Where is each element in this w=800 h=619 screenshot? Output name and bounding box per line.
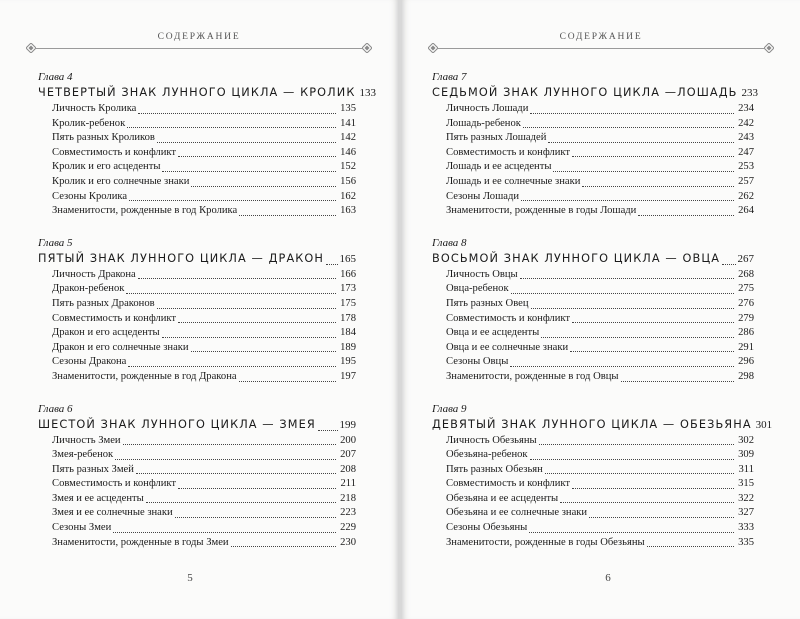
- toc-entry[interactable]: [446, 131, 754, 146]
- dot-leader: [191, 186, 336, 187]
- entry-title: Знаменитости, рожденные в год Овцы: [446, 370, 619, 382]
- chapter-label: Глава 7: [432, 71, 467, 83]
- dot-leader: [157, 142, 336, 143]
- entry-title: Змея и ее асцеденты: [52, 492, 144, 504]
- entry-title: Дракон-ребенок: [52, 283, 125, 295]
- toc-entry[interactable]: [446, 448, 754, 463]
- entry-page: 146: [340, 146, 356, 158]
- toc-entry[interactable]: [446, 521, 754, 536]
- dot-leader: [157, 308, 336, 309]
- toc-entry[interactable]: [52, 117, 356, 132]
- entry-page: 156: [340, 175, 356, 187]
- dot-leader: [589, 517, 734, 518]
- toc-entry[interactable]: [52, 477, 356, 492]
- toc-entry[interactable]: [52, 190, 356, 205]
- entry-page: 327: [738, 507, 754, 519]
- toc-entry[interactable]: [446, 536, 754, 551]
- dot-leader: [511, 293, 734, 294]
- dot-leader: [541, 337, 734, 338]
- entry-title: Пять разных Драконов: [52, 297, 155, 309]
- entry-title: Личность Лошади: [446, 103, 529, 114]
- toc-entry[interactable]: [446, 355, 754, 370]
- entry-page: 175: [340, 297, 356, 309]
- ornament-icon: [428, 43, 438, 53]
- entry-page: 223: [340, 507, 356, 519]
- entry-title: Совместимость и конфликт: [446, 146, 571, 158]
- entry-page: 184: [340, 327, 356, 339]
- toc-entry[interactable]: [52, 160, 356, 175]
- entry-page: 230: [340, 536, 356, 548]
- dot-leader: [572, 156, 734, 157]
- chapter-title: ШЕСТОЙ ЗНАК ЛУННОГО ЦИКЛА — ЗМЕЯ: [38, 417, 316, 431]
- entry-title: Кролик и его солнечные знаки: [52, 175, 190, 187]
- toc-chapter: [432, 402, 773, 551]
- dot-leader: [138, 113, 336, 114]
- toc-entry[interactable]: [446, 463, 754, 478]
- entry-list: [432, 102, 754, 219]
- toc-entry[interactable]: [446, 506, 754, 521]
- entry-page: 275: [738, 283, 754, 295]
- chapter-page: 165: [339, 252, 356, 265]
- dot-leader: [523, 127, 734, 128]
- dot-leader: [126, 293, 336, 294]
- toc-entry[interactable]: [446, 434, 754, 449]
- dot-leader: [162, 337, 336, 338]
- dot-leader: [529, 532, 734, 533]
- entry-page: 234: [738, 103, 754, 114]
- dot-leader: [570, 351, 734, 352]
- ornament-icon: [26, 43, 36, 53]
- entry-page: 279: [738, 312, 754, 324]
- toc-entry[interactable]: [446, 297, 754, 312]
- entry-page: 195: [340, 356, 356, 368]
- dot-leader: [520, 278, 734, 279]
- entry-title: Совместимость и конфликт: [52, 478, 177, 490]
- dot-leader: [178, 156, 336, 157]
- left-page: [0, 0, 398, 619]
- entry-title: Сезоны Кролика: [52, 190, 128, 202]
- toc-entry[interactable]: [446, 268, 754, 283]
- entry-title: Пять разных Змей: [52, 463, 134, 475]
- entry-title: Овца и ее асцеденты: [446, 327, 540, 339]
- entry-page: 315: [738, 478, 754, 490]
- entry-title: Знаменитости, рожденные в год Кролика: [52, 205, 238, 217]
- dot-leader: [162, 171, 336, 172]
- entry-title: Сезоны Обезьяны: [446, 522, 528, 534]
- entry-page: 291: [738, 341, 754, 353]
- toc-entry[interactable]: [446, 190, 754, 205]
- dot-leader: [621, 381, 734, 382]
- toc-chapter: [432, 236, 754, 385]
- dot-leader: [191, 351, 336, 352]
- dot-leader: [239, 215, 336, 216]
- entry-page: 200: [340, 434, 356, 446]
- entry-title: Лошадь и ее асцеденты: [446, 161, 552, 173]
- dot-leader: [128, 366, 336, 367]
- dot-leader: [572, 488, 734, 489]
- toc-entry[interactable]: [52, 326, 356, 341]
- entry-title: Кролик-ребенок: [52, 117, 126, 129]
- chapter-label: Глава 5: [38, 236, 73, 249]
- chapter-title: СЕДЬМОЙ ЗНАК ЛУННОГО ЦИКЛА —ЛОШАДЬ: [432, 86, 738, 99]
- toc-entry[interactable]: [52, 297, 356, 312]
- toc-entry[interactable]: [446, 204, 754, 219]
- dot-leader: [129, 200, 336, 201]
- entry-title: Лошадь-ребенок: [446, 117, 521, 129]
- dot-leader: [539, 444, 734, 445]
- dot-leader: [136, 473, 336, 474]
- entry-title: Пять разных Обезьян: [446, 463, 543, 475]
- chapter-page: 301: [755, 418, 773, 431]
- dot-leader: [146, 502, 336, 503]
- toc-entry[interactable]: [446, 492, 754, 507]
- entry-page: 298: [738, 370, 754, 382]
- page-number: 6: [605, 572, 611, 584]
- entry-page: 268: [738, 268, 754, 280]
- entry-title: Кролик и его асцеденты: [52, 161, 161, 173]
- toc-entry[interactable]: [52, 448, 356, 463]
- dot-leader: [239, 381, 336, 382]
- dot-leader: [638, 215, 734, 216]
- chapter-label: Глава 6: [38, 402, 73, 415]
- toc-entry[interactable]: [52, 102, 356, 117]
- entry-title: Сезоны Лошади: [446, 190, 520, 202]
- chapter-title: ДЕВЯТЫЙ ЗНАК ЛУННОГО ЦИКЛА — ОБЕЗЬЯНА: [432, 417, 752, 431]
- entry-list: [432, 268, 754, 385]
- entry-title: Пять разных Овец: [446, 297, 529, 309]
- dot-leader: [326, 264, 338, 265]
- chapter-label: Глава 8: [432, 236, 467, 249]
- dot-leader: [123, 444, 336, 445]
- entry-page: 166: [340, 268, 356, 280]
- dot-leader: [553, 171, 734, 172]
- chapter-page: 233: [741, 87, 759, 99]
- dot-leader: [113, 532, 336, 533]
- toc-entry[interactable]: [52, 146, 356, 161]
- entry-page: 335: [738, 536, 754, 548]
- toc-entry[interactable]: [52, 536, 356, 551]
- toc-entry[interactable]: [446, 160, 754, 175]
- chapter-title: ПЯТЫЙ ЗНАК ЛУННОГО ЦИКЛА — ДРАКОН: [38, 251, 324, 265]
- chapter-label: Глава 4: [38, 71, 73, 83]
- entry-page: 309: [738, 449, 754, 461]
- entry-title: Личность Змеи: [52, 434, 121, 446]
- dot-leader: [138, 278, 336, 279]
- entry-page: 142: [340, 132, 356, 144]
- entry-page: 211: [340, 478, 356, 490]
- ornament-icon: [764, 43, 774, 53]
- entry-title: Обезьяна-ребенок: [446, 449, 528, 461]
- chapter-title-line[interactable]: [38, 84, 376, 102]
- toc-entry[interactable]: [52, 282, 356, 297]
- dot-leader: [115, 459, 336, 460]
- dot-leader: [582, 186, 734, 187]
- entry-title: Знаменитости, рожденные в год Дракона: [52, 370, 237, 382]
- entry-page: 253: [738, 161, 754, 173]
- entry-page: 189: [340, 341, 356, 353]
- entry-title: Пять разных Лошадей: [446, 132, 547, 144]
- toc-entry[interactable]: [446, 282, 754, 297]
- entry-page: 173: [340, 283, 356, 295]
- entry-page: 163: [340, 205, 356, 217]
- toc-entry[interactable]: [52, 370, 356, 385]
- running-head-title: СОДЕРЖАНИЕ: [157, 32, 241, 42]
- entry-title: Сезоны Змеи: [52, 522, 112, 534]
- toc-entry[interactable]: [52, 521, 356, 536]
- dot-leader: [722, 264, 735, 265]
- ornament-icon: [362, 43, 372, 53]
- entry-title: Личность Обезьяны: [446, 434, 537, 446]
- toc-entry[interactable]: [52, 175, 356, 190]
- toc-content: [38, 70, 376, 567]
- entry-page: 302: [738, 434, 754, 446]
- running-head: [26, 28, 372, 54]
- entry-title: Личность Дракона: [52, 268, 136, 280]
- entry-page: 152: [340, 161, 356, 173]
- dot-leader: [127, 127, 336, 128]
- chapter-title-line[interactable]: [432, 84, 759, 102]
- toc-content: [432, 70, 773, 567]
- chapter-page: 267: [737, 252, 754, 265]
- chapter-title: ЧЕТВЕРТЫЙ ЗНАК ЛУННОГО ЦИКЛА — КРОЛИК: [38, 86, 356, 99]
- entry-title: Совместимость и конфликт: [52, 146, 177, 158]
- toc-entry[interactable]: [446, 477, 754, 492]
- entry-title: Знаменитости, рожденные в годы Змеи: [52, 536, 229, 548]
- running-head: [428, 28, 774, 54]
- entry-page: 247: [738, 146, 754, 158]
- chapter-page: 199: [339, 418, 356, 431]
- dot-leader: [548, 142, 734, 143]
- entry-title: Обезьяна и ее солнечные знаки: [446, 507, 588, 519]
- entry-page: 322: [738, 492, 754, 504]
- entry-list: [38, 268, 356, 385]
- entry-list: [432, 434, 754, 551]
- toc-chapter: [38, 70, 376, 219]
- dot-leader: [647, 546, 734, 547]
- entry-title: Дракон и его асцеденты: [52, 327, 160, 339]
- entry-page: 264: [738, 205, 754, 217]
- toc-chapter: [38, 402, 356, 551]
- entry-title: Змея и ее солнечные знаки: [52, 507, 173, 519]
- entry-page: 262: [738, 190, 754, 202]
- toc-entry[interactable]: [446, 102, 754, 117]
- entry-page: 257: [738, 175, 754, 187]
- header-rule: [438, 48, 764, 49]
- toc-entry[interactable]: [446, 370, 754, 385]
- entry-page: 162: [340, 190, 356, 202]
- entry-page: 197: [340, 370, 356, 382]
- entry-page: 286: [738, 327, 754, 339]
- toc-chapter: [432, 70, 759, 219]
- toc-entry[interactable]: [52, 492, 356, 507]
- entry-title: Совместимость и конфликт: [446, 478, 571, 490]
- toc-entry[interactable]: [446, 312, 754, 327]
- entry-page: 229: [340, 522, 356, 534]
- entry-page: 242: [738, 117, 754, 129]
- entry-title: Знаменитости, рожденные в годы Лошади: [446, 205, 637, 217]
- entry-title: Обезьяна и ее асцеденты: [446, 492, 559, 504]
- entry-title: Совместимость и конфликт: [446, 312, 571, 324]
- dot-leader: [178, 322, 336, 323]
- entry-page: 296: [738, 356, 754, 368]
- chapter-page: 133: [359, 87, 376, 99]
- right-page: [402, 0, 800, 619]
- dot-leader: [178, 488, 336, 489]
- chapter-title: ВОСЬМОЙ ЗНАК ЛУННОГО ЦИКЛА — ОВЦА: [432, 251, 721, 265]
- entry-title: Пять разных Кроликов: [52, 132, 155, 144]
- dot-leader: [318, 430, 338, 431]
- entry-title: Лошадь и ее солнечные знаки: [446, 175, 581, 187]
- dot-leader: [531, 308, 734, 309]
- chapter-label: Глава 9: [432, 402, 467, 415]
- entry-page: 276: [738, 297, 754, 309]
- dot-leader: [560, 502, 734, 503]
- dot-leader: [530, 113, 734, 114]
- entry-page: 243: [738, 132, 754, 144]
- toc-entry[interactable]: [52, 312, 356, 327]
- dot-leader: [545, 473, 734, 474]
- toc-entry[interactable]: [446, 117, 754, 132]
- entry-page: 208: [340, 463, 356, 475]
- dot-leader: [231, 546, 336, 547]
- chapter-title-line[interactable]: [38, 250, 356, 268]
- entry-title: Совместимость и конфликт: [52, 312, 177, 324]
- entry-page: 141: [340, 117, 356, 129]
- page-number: 5: [187, 572, 193, 584]
- toc-chapter: [38, 236, 356, 385]
- chapter-title-line[interactable]: [432, 250, 754, 268]
- chapter-title-line[interactable]: [38, 416, 356, 434]
- toc-entry[interactable]: [446, 341, 754, 356]
- dot-leader: [530, 459, 734, 460]
- dot-leader: [572, 322, 734, 323]
- chapter-title-line[interactable]: [432, 416, 773, 434]
- toc-entry[interactable]: [52, 341, 356, 356]
- entry-title: Личность Овцы: [446, 268, 518, 280]
- dot-leader: [510, 366, 734, 367]
- entry-title: Знаменитости, рожденные в годы Обезьяны: [446, 536, 645, 548]
- toc-entry[interactable]: [446, 175, 754, 190]
- toc-entry[interactable]: [52, 204, 356, 219]
- entry-title: Дракон и его солнечные знаки: [52, 341, 189, 353]
- entry-page: 135: [340, 103, 356, 114]
- dot-leader: [175, 517, 336, 518]
- dot-leader: [521, 200, 734, 201]
- entry-page: 207: [340, 449, 356, 461]
- toc-entry[interactable]: [52, 355, 356, 370]
- toc-entry[interactable]: [446, 326, 754, 341]
- entry-title: Сезоны Дракона: [52, 356, 127, 368]
- entry-list: [38, 434, 356, 551]
- entry-title: Овца и ее солнечные знаки: [446, 341, 569, 353]
- entry-page: 218: [340, 492, 356, 504]
- entry-page: 178: [340, 312, 356, 324]
- toc-entry[interactable]: [52, 131, 356, 146]
- header-rule: [36, 48, 362, 49]
- entry-title: Змея-ребенок: [52, 449, 114, 461]
- toc-entry[interactable]: [446, 146, 754, 161]
- entry-page: 311: [738, 463, 754, 475]
- toc-entry[interactable]: [52, 268, 356, 283]
- toc-entry[interactable]: [52, 463, 356, 478]
- entry-list: [38, 102, 356, 219]
- toc-entry[interactable]: [52, 506, 356, 521]
- entry-title: Овца-ребенок: [446, 283, 509, 295]
- running-head-title: СОДЕРЖАНИЕ: [559, 32, 643, 42]
- toc-entry[interactable]: [52, 434, 356, 449]
- entry-title: Сезоны Овцы: [446, 356, 509, 368]
- entry-title: Личность Кролика: [52, 103, 137, 114]
- entry-page: 333: [738, 522, 754, 534]
